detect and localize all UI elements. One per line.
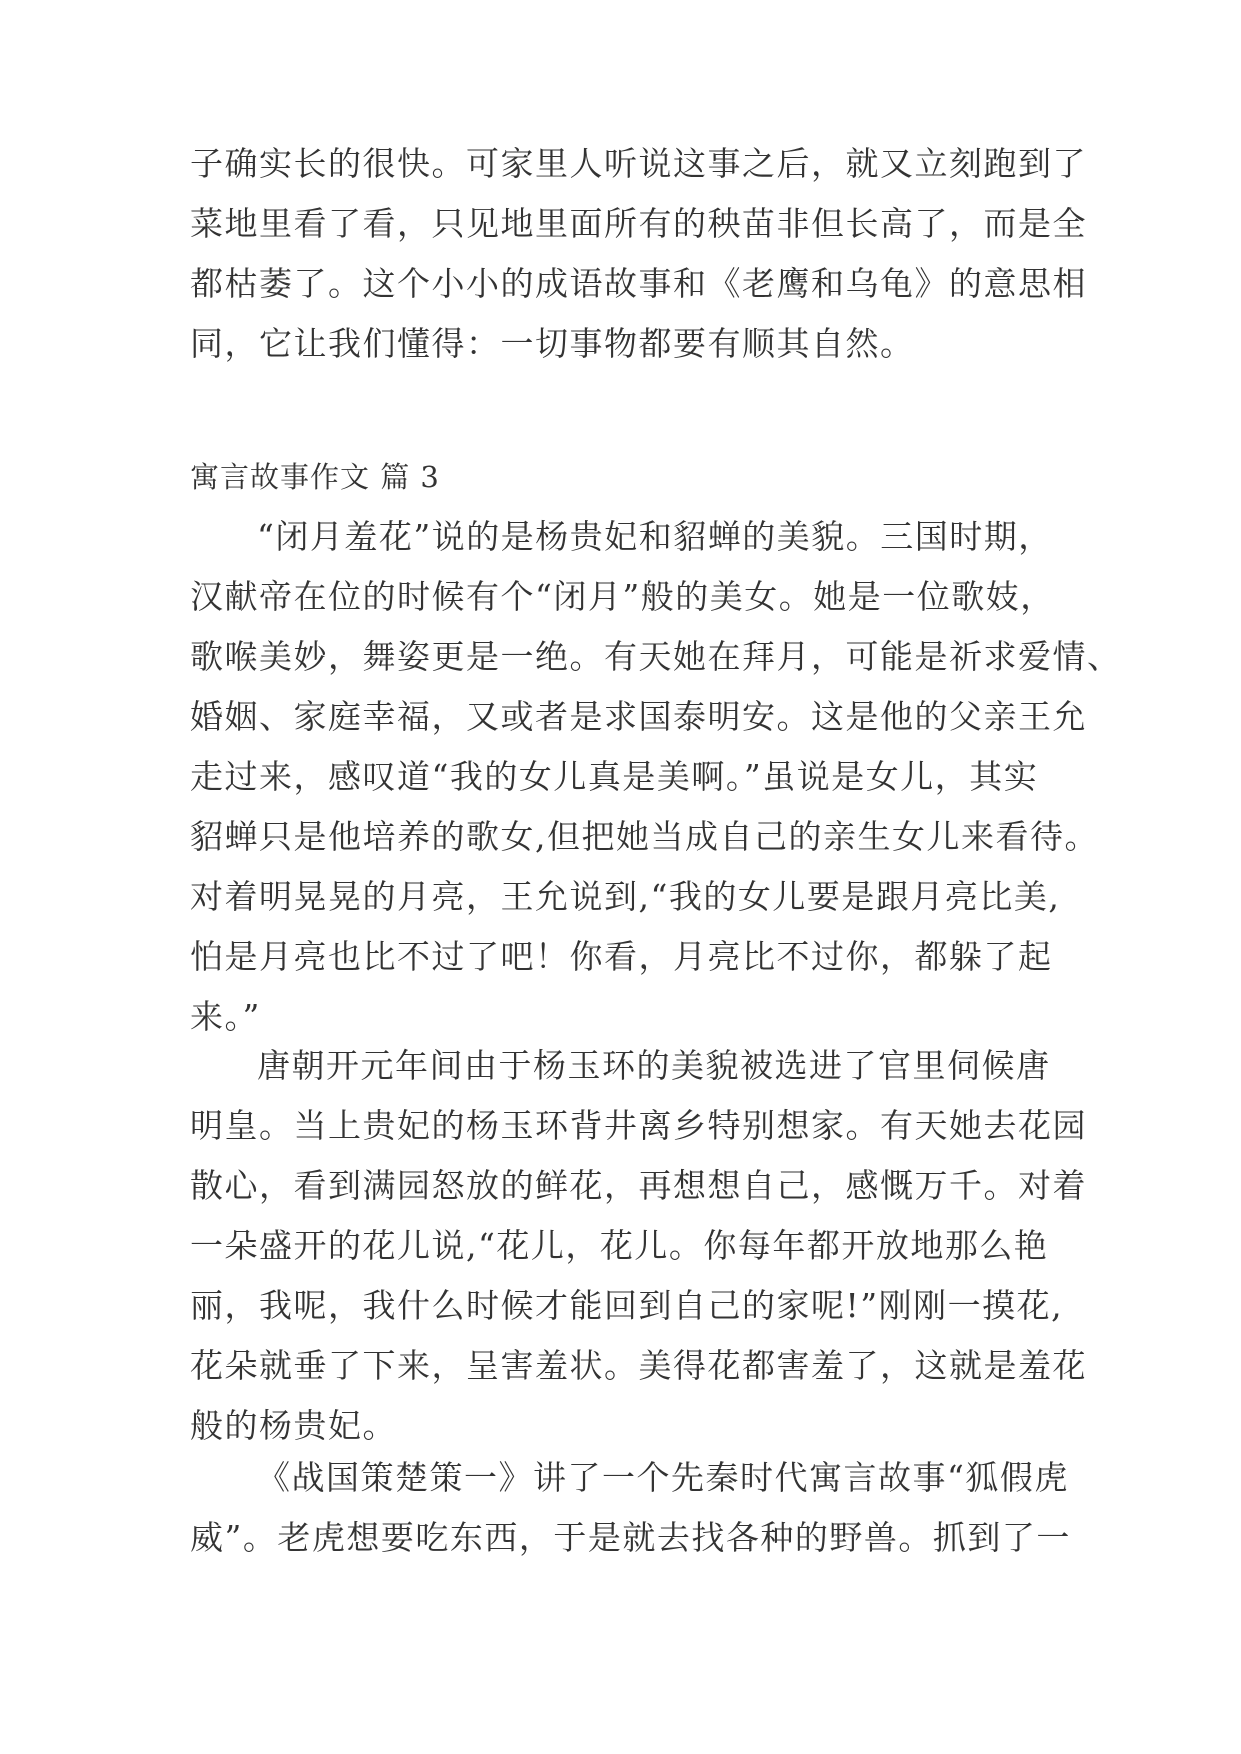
section-heading-block xyxy=(190,447,1070,507)
text-line: 同，它让我们懂得：一切事物都要有顺其自然。 xyxy=(190,324,915,363)
text-line: 都枯萎了。这个小小的成语故事和《老鹰和乌龟》的意思相 xyxy=(190,264,1087,303)
text-line: 般的杨贵妃。 xyxy=(190,1406,397,1445)
text-line: 走过来，感叹道“我的女儿真是美啊。”虽说是女儿，其实 xyxy=(190,757,1039,796)
text-line: 威”。老虎想要吃东西，于是就去找各种的野兽。抓到了一 xyxy=(190,1518,1071,1557)
text-line: 《战国策楚策一》讲了一个先秦时代寓言故事“狐假虎 xyxy=(257,1458,1069,1497)
text-line: 貂蝉只是他培养的歌女,但把她当成自己的亲生女儿来看待。 xyxy=(190,817,1099,856)
text-line: 婚姻、家庭幸福，又或者是求国泰明安。这是他的父亲王允 xyxy=(190,697,1087,736)
text-line: 明皇。当上贵妃的杨玉环背井离乡特别想家。有天她去花园 xyxy=(190,1106,1087,1145)
text-line: 花朵就垂了下来，呈害羞状。美得花都害羞了，这就是羞花 xyxy=(190,1346,1087,1385)
text-line: 来。” xyxy=(190,997,261,1036)
text-line: 怕是月亮也比不过了吧！你看，月亮比不过你，都躲了起 xyxy=(190,937,1053,976)
text-line: 一朵盛开的花儿说,“花儿，花儿。你每年都开放地那么艳 xyxy=(190,1226,1049,1265)
text-line: 汉献帝在位的时候有个“闭月”般的美女。她是一位歌妓， xyxy=(190,577,1055,616)
text-line: 对着明晃晃的月亮，王允说到,“我的女儿要是跟月亮比美, xyxy=(190,877,1061,916)
text-line: “闭月羞花”说的是杨贵妃和貂蝉的美貌。三国时期， xyxy=(257,517,1053,556)
text-line: 唐朝开元年间由于杨玉环的美貌被选进了官里伺候唐 xyxy=(257,1046,1051,1085)
paragraph-2 xyxy=(190,1036,1087,1456)
paragraph-3 xyxy=(190,1448,1070,1568)
paragraph-1 xyxy=(190,507,1122,1047)
section-heading: 寓言故事作文 篇 3 xyxy=(190,460,440,494)
text-line: 歌喉美妙，舞姿更是一绝。有天她在拜月，可能是祈求爱情、 xyxy=(190,637,1122,676)
intro-paragraph xyxy=(190,134,1087,374)
text-line: 丽，我呢，我什么时候才能回到自己的家呢!”刚刚一摸花, xyxy=(190,1286,1064,1325)
text-line: 散心，看到满园怒放的鲜花，再想想自己，感慨万千。对着 xyxy=(190,1166,1087,1205)
text-line: 子确实长的很快。可家里人听说这事之后，就又立刻跑到了 xyxy=(190,144,1087,183)
text-line: 菜地里看了看，只见地里面所有的秧苗非但长高了，而是全 xyxy=(190,204,1087,243)
